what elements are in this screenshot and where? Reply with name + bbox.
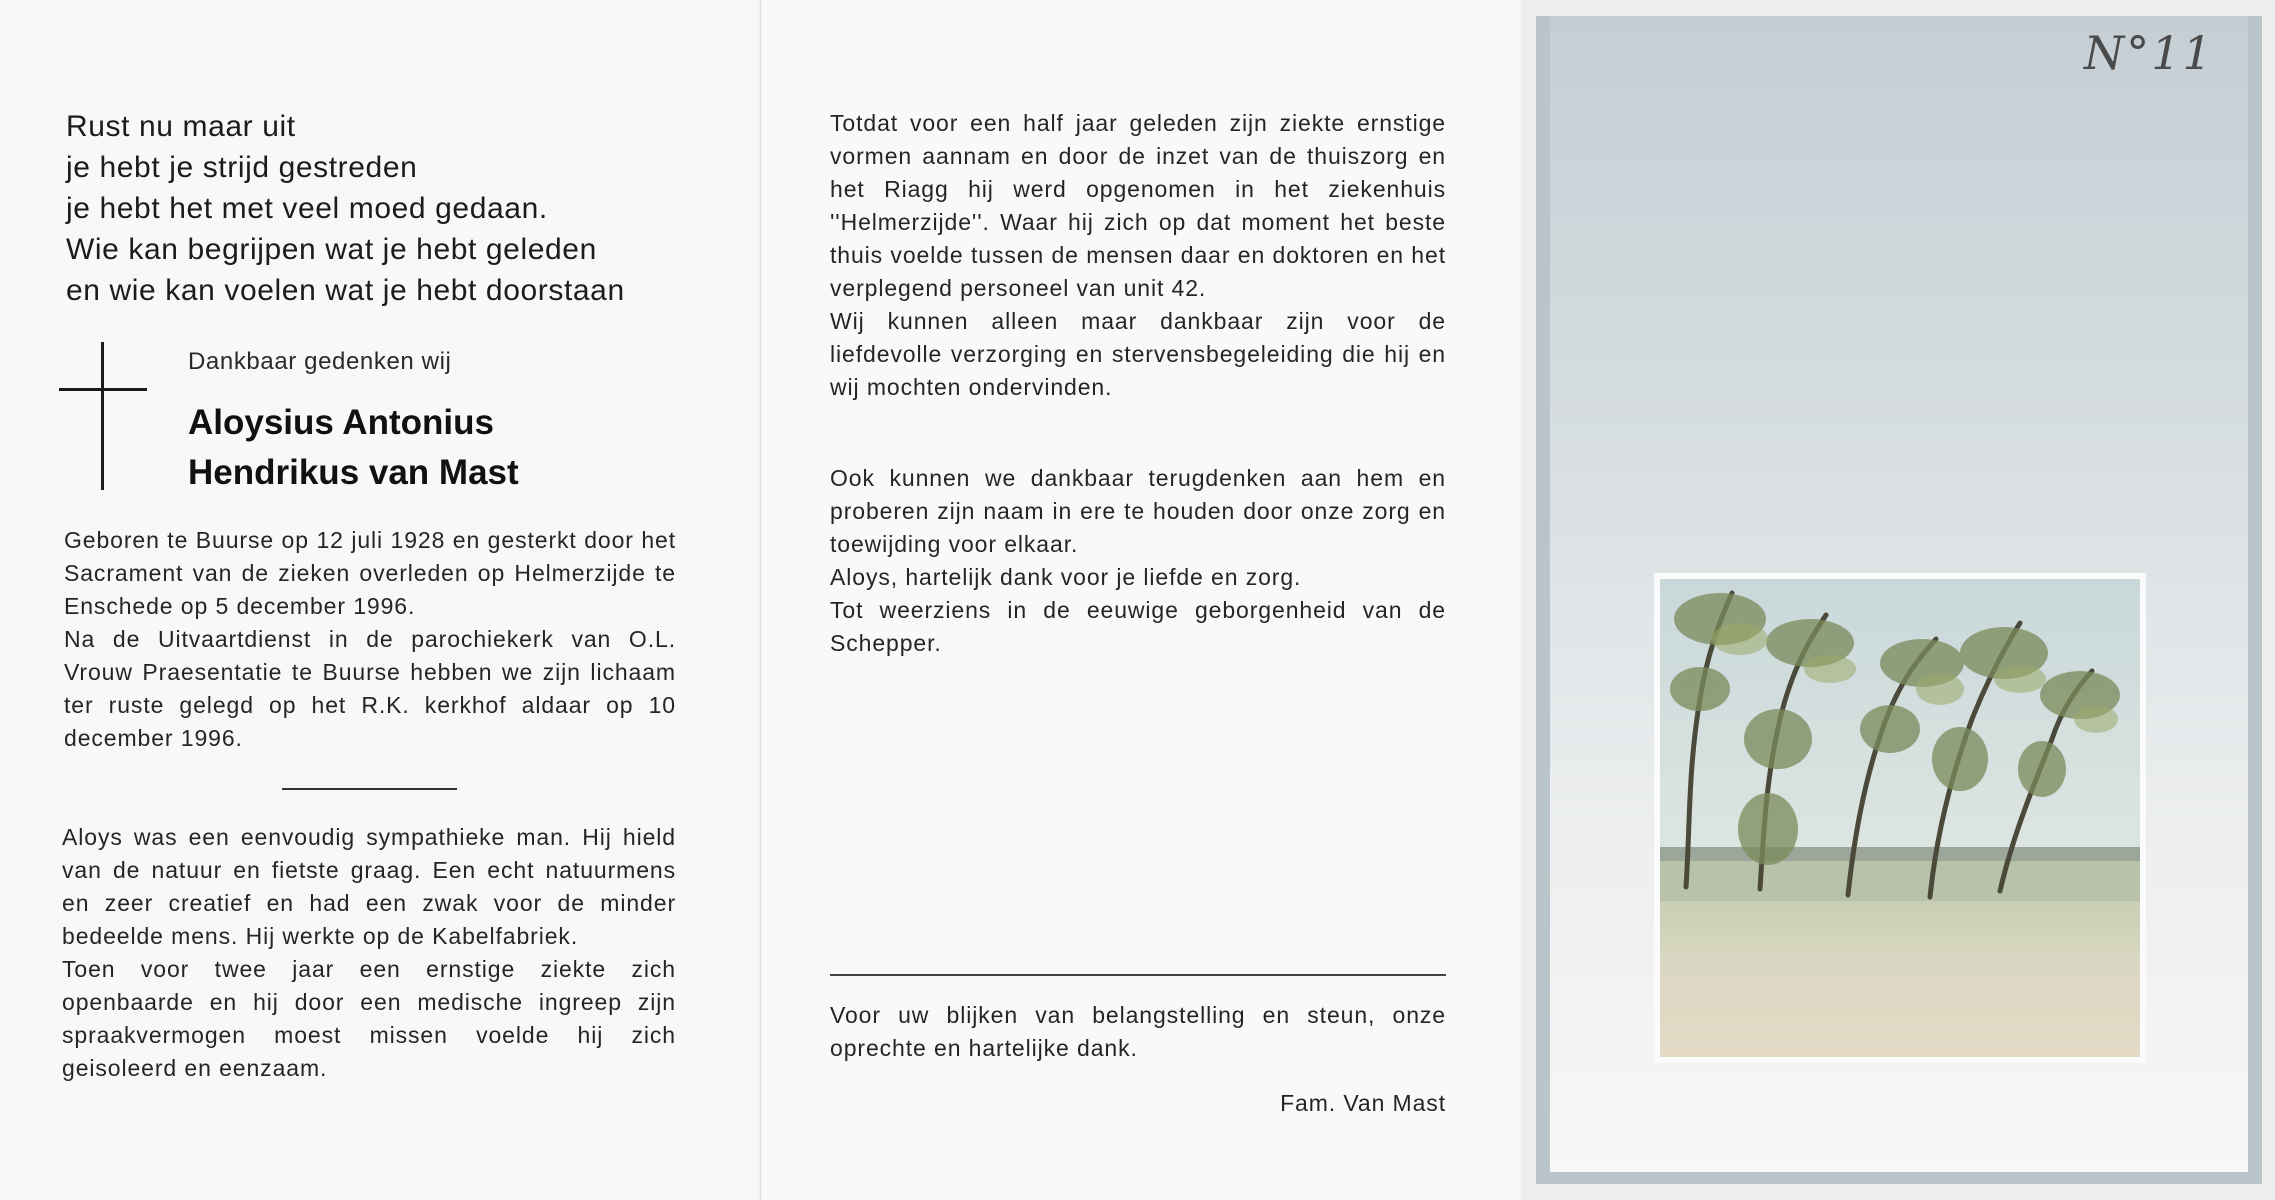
poem-line: je hebt je strijd gestreden <box>66 151 418 184</box>
paragraph: Ook kunnen we dankbaar terugdenken aan hem en proberen zijn naam in ere te houden door onze zorg en toewijding voor elkaar. <box>830 465 1446 557</box>
thanks-note <box>830 999 1446 1065</box>
poem-line: Rust nu maar uit <box>66 110 296 143</box>
paragraph: Tot weerziens in de eeuwige geborgenheid van de Schepper. <box>830 597 1446 656</box>
illness-story <box>830 107 1446 404</box>
divider <box>282 788 457 790</box>
deceased-name <box>188 398 519 498</box>
poem-line: je hebt het met veel moed gedaan. <box>66 192 548 225</box>
poem <box>66 106 706 311</box>
fold-line <box>757 0 763 1200</box>
paragraph: Aloys was een eenvoudig sympathieke man. Hij hield van de natuur en fietste graag. Een echt natuurmens en zeer creatief en had een zwak voor de minder bedeelde mens. Hij werkte op de Kabelfabriek. <box>62 824 676 949</box>
cross-icon <box>101 342 104 490</box>
paragraph: Voor uw blijken van belangstelling en steun, onze oprechte en hartelijke dank. <box>830 1002 1446 1061</box>
name-line: Aloysius Antonius <box>188 403 494 442</box>
cross-icon <box>59 388 147 391</box>
name-line: Hendrikus van Mast <box>188 453 519 492</box>
paragraph: Geboren te Buurse op 12 juli 1928 en gesterkt door het Sacrament van de zieken overleden op Helmerzijde te Enschede op 5 december 1996. <box>64 527 676 619</box>
landscape-photo <box>1660 579 2140 1057</box>
paragraph: Wij kunnen alleen maar dankbaar zijn voor de liefdevolle verzorging en stervensbegeleiding die hij en wij mochten ondervinden. <box>830 308 1446 400</box>
birth-death-details <box>64 524 676 755</box>
family-signature: Fam. Van Mast <box>1280 1090 1446 1116</box>
remembrance <box>830 462 1446 660</box>
paragraph: Aloys, hartelijk dank voor je liefde en zorg. <box>830 564 1302 590</box>
biography <box>62 821 676 1085</box>
paragraph: Na de Uitvaartdienst in de parochiekerk van O.L. Vrouw Praesentatie te Buurse hebben we zijn lichaam ter ruste gelegd op het R.K. kerkhof aldaar op 10 december 1996. <box>64 626 676 751</box>
paragraph: Totdat voor een half jaar geleden zijn ziekte ernstige vormen aannam en door de inzet van de thuiszorg en het Riagg hij werd opgenomen in het ziekenhuis ''Helmerzijde''. Waar hij zich op dat moment het beste thuis voelde tussen de mensen daar en doktoren en het verplegend personeel van unit 42. <box>830 110 1446 301</box>
divider <box>830 974 1446 976</box>
gratitude-heading: Dankbaar gedenken wij <box>188 348 452 375</box>
poem-line: Wie kan begrijpen wat je hebt geleden <box>66 233 597 266</box>
poem-line: en wie kan voelen wat je hebt doorstaan <box>66 274 625 307</box>
handwritten-number: N°11 <box>2084 26 2214 80</box>
paragraph: Toen voor twee jaar een ernstige ziekte zich openbaarde en hij door een medische ingreep zijn spraakvermogen moest missen voelde hij zich geisoleerd en eenzaam. <box>62 956 676 1081</box>
fold-line <box>1519 0 1525 1200</box>
